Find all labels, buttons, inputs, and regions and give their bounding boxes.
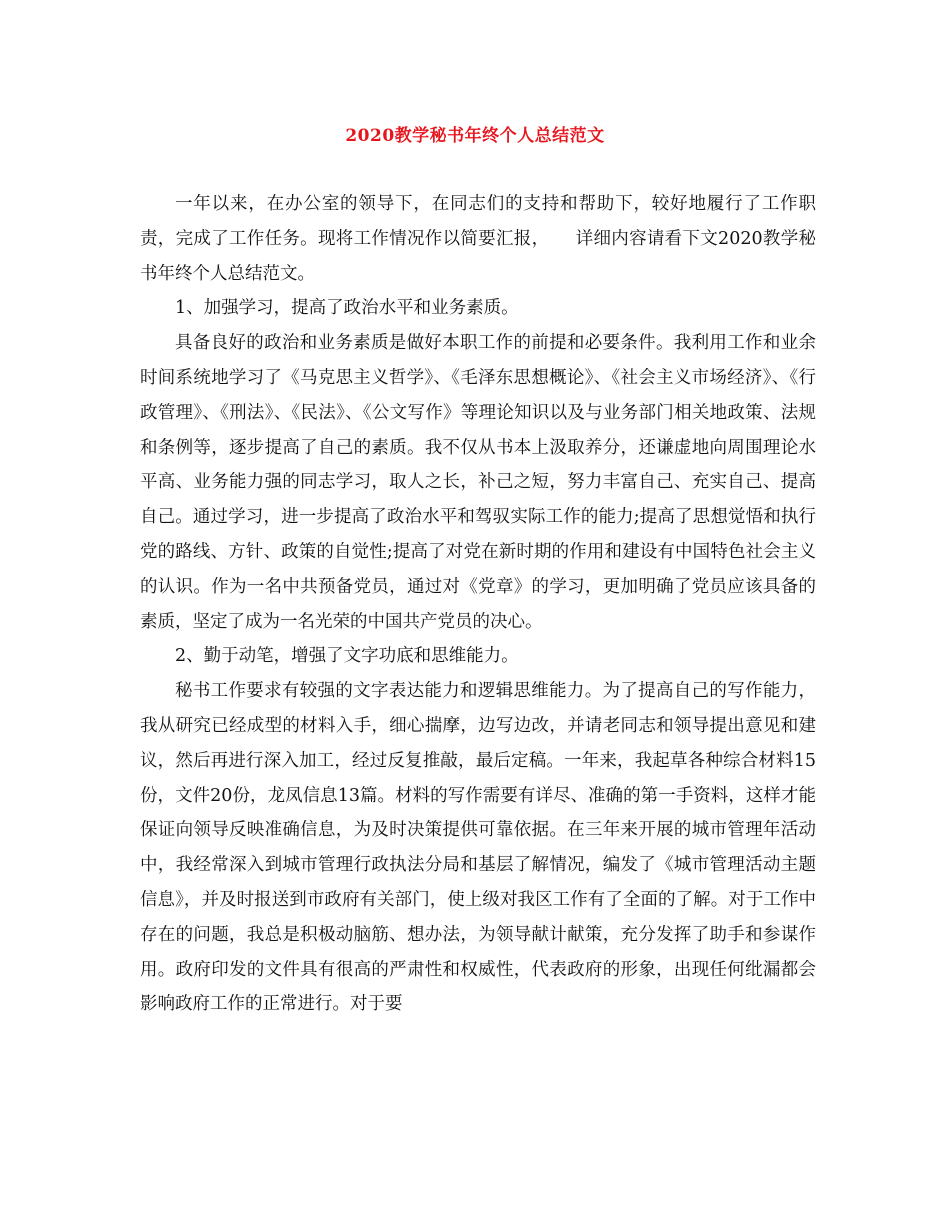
paragraph-writing: 秘书工作要求有较强的文字表达能力和逻辑思维能力。为了提高自己的写作能力，我从研究已经成型的材料入手，细心揣摩，边写边改，并请老同志和领导提出意见和建议，然后再进行深入加工，经过反复推敲，最后定稿。一年来，我起草各种综合材料15份，文件20份，龙凤信息13篇。材料的写作需要有详尽、准确的第一手资料，这样才能保证向领导反映准确信息，为及时决策提供可靠依据。在三年来开展的城市管理年活动中，我经常深入到城市管理行政执法分局和基层了解情况，编发了《城市管理活动主题信息》，并及时报送到市政府有关部门，使上级对我区工作有了全面的了解。对于工作中存在的问题，我总是积极动脑筋、想办法，为领导献计献策，充分发挥了助手和参谋作用。政府印发的文件具有很高的严肃性和权威性，代表政府的形象，出现任何纰漏都会影响政府工作的正常进行。对于要 [140,681,816,1015]
section-heading-2: 2、勤于动笔，增强了文字功底和思维能力。 [175,646,519,667]
paragraph-intro-part1: 一年以来，在办公室的领导下，在同志们的支持和帮助下，较好地履行了工作职责，完成了工作任务。现将工作情况作以简要汇报， [140,194,816,249]
paragraph-intro-part2: 详细内容请看下文2020教学秘书年终个人总结范文。 [140,228,816,284]
section-heading-1: 1、加强学习，提高了政治水平和业务素质。 [175,298,519,319]
paragraph-intro [140,187,816,291]
paragraph-study: 具备良好的政治和业务素质是做好本职工作的前提和必要条件。我利用工作和业余时间系统地学习了《马克思主义哲学》、《毛泽东思想概论》、《社会主义市场经济》、《行政管理》、《刑法》、《民法》、《公文写作》等理论知识以及与业务部门相关地政策、法规和条例等，逐步提高了自己的素质。我不仅从书本上汲取养分，还谦虚地向周围理论水平高、业务能力强的同志学习，取人之长，补己之短，努力丰富自己、充实自己、提高自己。通过学习，进一步提高了政治水平和驾驭实际工作的能力;提高了思想觉悟和执行党的路线、方针、政策的自觉性;提高了对党在新时期的作用和建设有中国特色社会主义的认识。作为一名中共预备党员，通过对《党章》的学习，更加明确了党员应该具备的素质，坚定了成为一名光荣的中国共产党员的决心。 [140,333,816,632]
document-body [140,187,816,1022]
document-title: 2020教学秘书年终个人总结范文 [345,126,605,146]
